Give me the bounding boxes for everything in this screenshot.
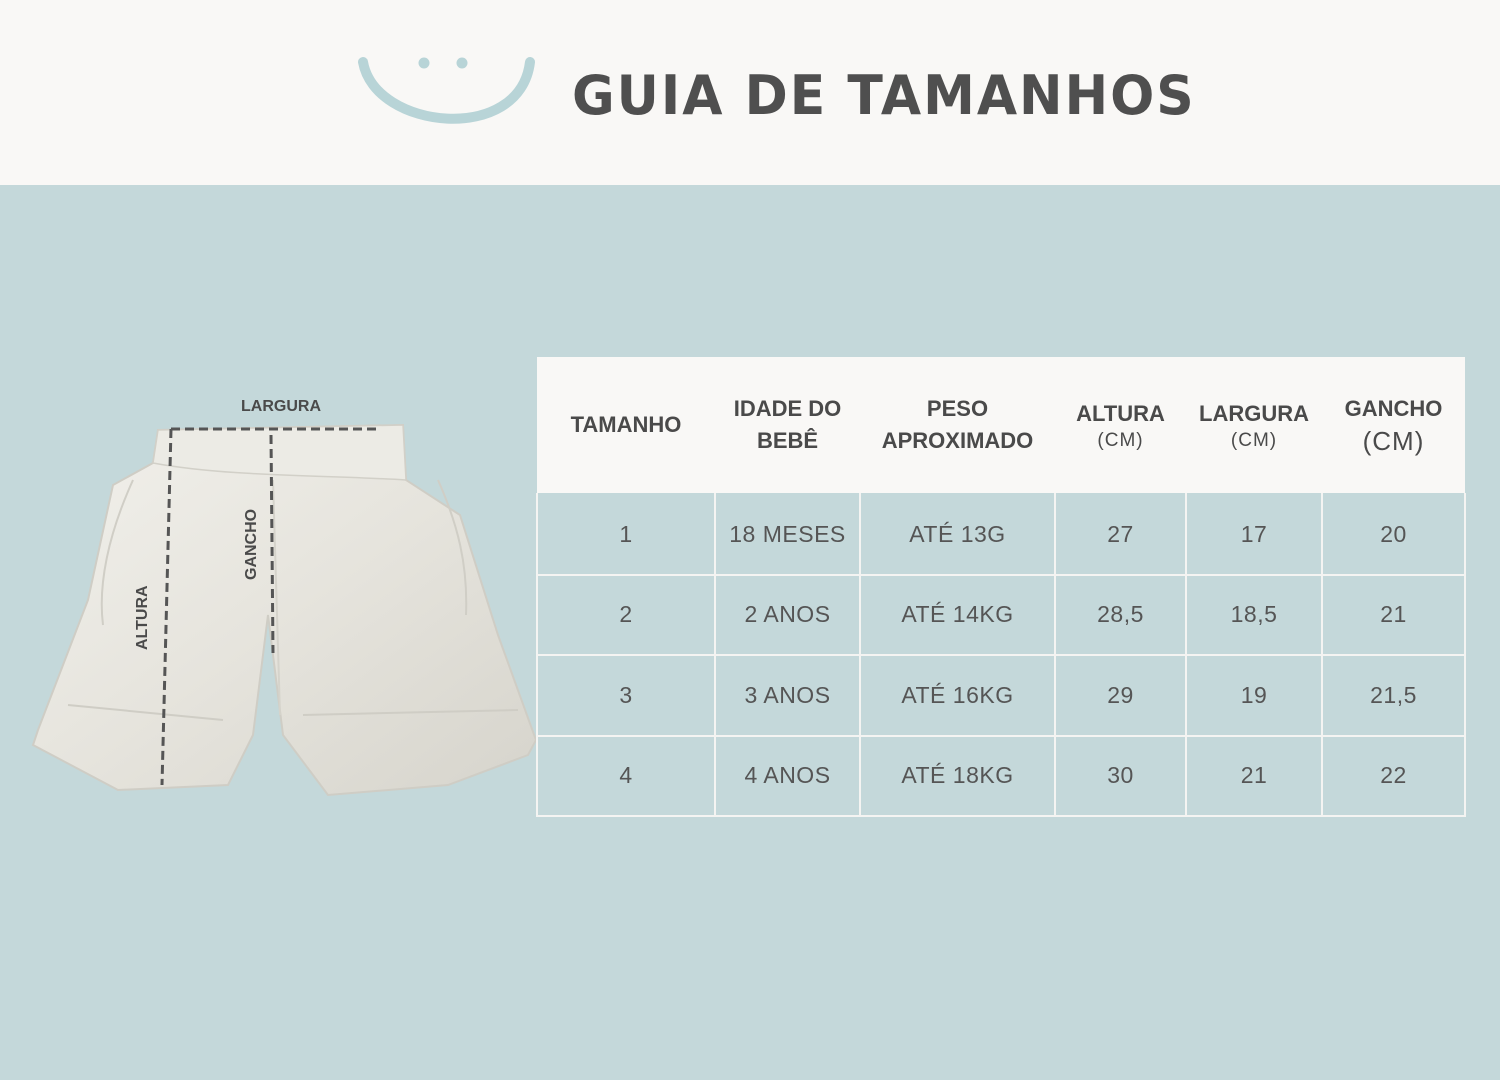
- header-gancho: GANCHO (CM): [1322, 357, 1465, 494]
- table-cell: 17: [1186, 494, 1322, 575]
- table-cell: 29: [1055, 655, 1186, 736]
- largura-label: LARGURA: [241, 398, 321, 415]
- table-cell: 22: [1322, 736, 1465, 817]
- table-cell: 30: [1055, 736, 1186, 817]
- table-cell: ATÉ 16KG: [860, 655, 1055, 736]
- header-idade: IDADE DO BEBÊ: [733, 396, 842, 453]
- table-cell: 21: [1322, 575, 1465, 656]
- header-largura: LARGURA (CM): [1186, 357, 1322, 494]
- table-cell: ATÉ 13G: [860, 494, 1055, 575]
- gancho-label: GANCHO: [243, 508, 260, 580]
- header-banner: [0, 0, 1500, 185]
- size-table: [536, 357, 1466, 817]
- table-cell: 3: [537, 655, 715, 736]
- table-cell: ATÉ 18KG: [860, 736, 1055, 817]
- table-cell: 2: [537, 575, 715, 656]
- table-row: [537, 494, 1465, 575]
- table-cell: 4: [537, 736, 715, 817]
- shorts-image: [33, 425, 536, 795]
- table-cell: 2 ANOS: [715, 575, 860, 656]
- header-tamanho: TAMANHO: [570, 412, 682, 437]
- table-cell: 3 ANOS: [715, 655, 860, 736]
- header-largura-unit: (CM): [1230, 430, 1278, 451]
- table-cell: 27: [1055, 494, 1186, 575]
- shorts-measurement-diagram: [28, 385, 543, 815]
- table-row: [537, 655, 1465, 736]
- table-cell: 28,5: [1055, 575, 1186, 656]
- table-cell: 4 ANOS: [715, 736, 860, 817]
- header-gancho-unit: (CM): [1362, 426, 1425, 456]
- table-cell: 18,5: [1186, 575, 1322, 656]
- table-cell: 21: [1186, 736, 1322, 817]
- table-cell: 18 MESES: [715, 494, 860, 575]
- header-altura: ALTURA (CM): [1055, 357, 1186, 494]
- smiley-face-icon: [355, 50, 540, 145]
- page-title: GUIA DE TAMANHOS: [572, 64, 1196, 128]
- table-cell: 19: [1186, 655, 1322, 736]
- table-cell: 21,5: [1322, 655, 1465, 736]
- table-row: [537, 575, 1465, 656]
- header-peso: PESO APROXIMADO: [881, 396, 1034, 453]
- altura-label: ALTURA: [134, 585, 151, 650]
- table-cell: 20: [1322, 494, 1465, 575]
- table-row: [537, 736, 1465, 817]
- table-cell: 1: [537, 494, 715, 575]
- header-altura-unit: (CM): [1097, 430, 1144, 451]
- table-header: [537, 357, 1465, 494]
- size-table-container: [536, 357, 1464, 818]
- table-cell: ATÉ 14KG: [860, 575, 1055, 656]
